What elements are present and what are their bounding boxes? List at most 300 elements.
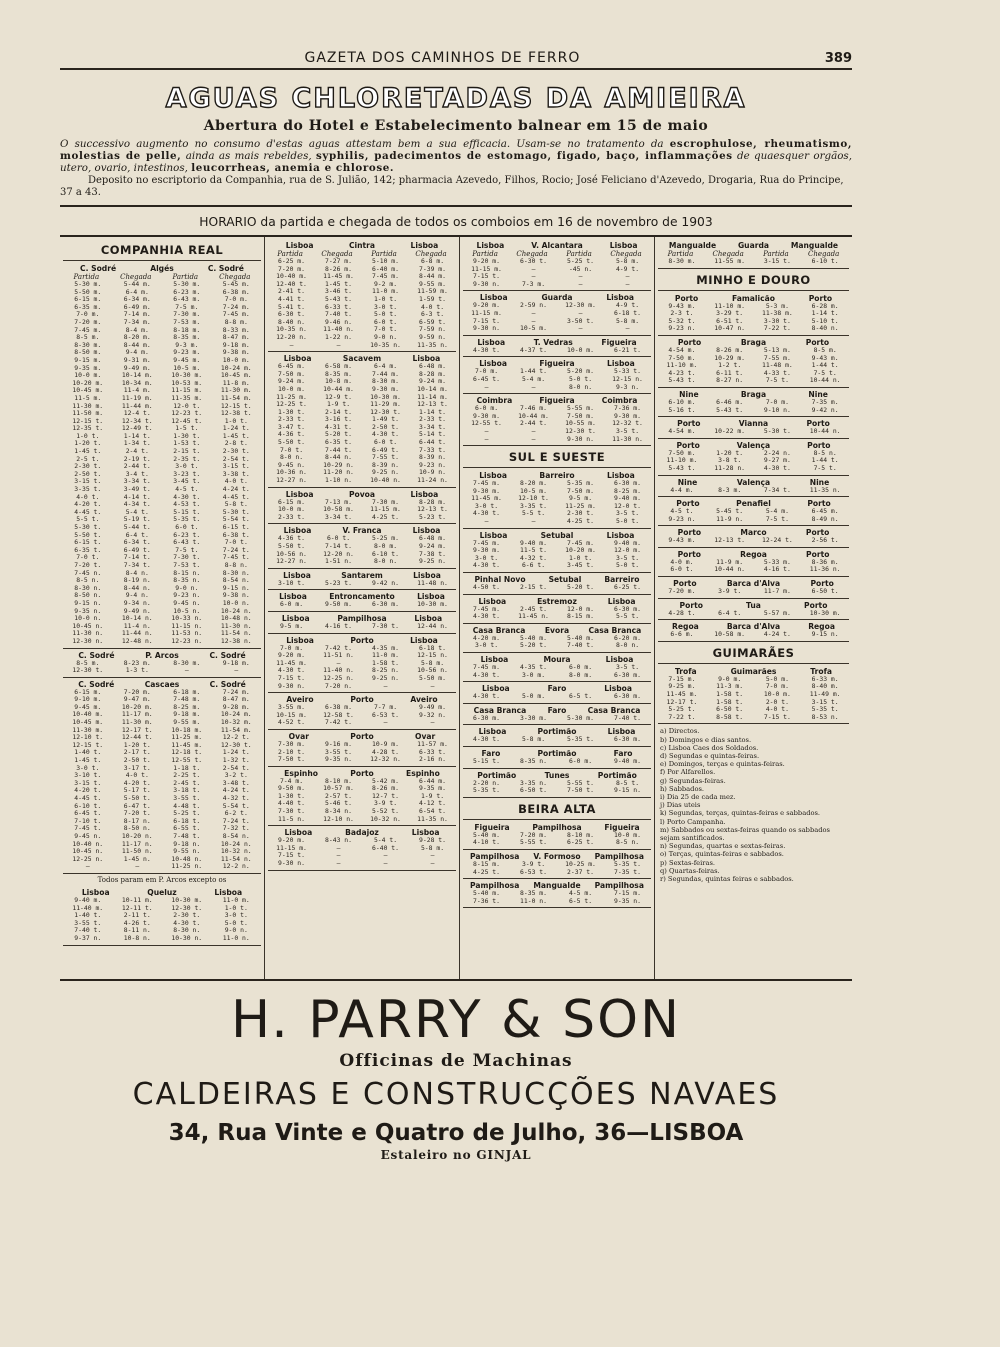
time-cell: 3-34 t. xyxy=(325,512,352,521)
time-cell: 9-38 n. xyxy=(222,591,250,600)
time-cell: 6-50 t. xyxy=(716,705,744,714)
time-cell: 6-48 m. xyxy=(419,362,446,371)
time-cell: 2-50 t. xyxy=(372,422,399,431)
time-cell: 11-57 m. xyxy=(417,739,448,748)
time-cell: 12-30 t. xyxy=(370,407,401,416)
time-cell: 9-49 m. xyxy=(419,703,446,712)
time-cell: 3-49 t. xyxy=(123,485,151,494)
time-cell: 8-8 n. xyxy=(224,560,248,569)
time-cell: 3-10 t. xyxy=(278,578,305,587)
time-cell: -45 n. xyxy=(568,264,593,273)
time-cell: 12-45 t. xyxy=(171,416,203,425)
time-cell: 4-45 t. xyxy=(74,507,102,516)
time-cell: 9-20 m. xyxy=(278,836,305,845)
time-cell: 11-54 n. xyxy=(220,854,252,863)
time-cell: 6-50 t. xyxy=(520,786,547,795)
time-cell: 1-40 t. xyxy=(74,911,102,920)
station-name: Espinho xyxy=(406,768,440,778)
time-cell: 5-4 t. xyxy=(373,836,398,845)
time-cell: 6-33 t. xyxy=(419,747,446,756)
parry-advertisement xyxy=(60,991,852,1162)
time-cell: 8-17 n. xyxy=(123,816,151,825)
time-cell: 4-45 t. xyxy=(222,492,250,501)
time-cell: 9-18 n. xyxy=(173,839,201,848)
time-cell: 11-40 n. xyxy=(323,325,354,334)
time-cell: 2-0 t. xyxy=(765,697,789,706)
time-cell: 6-18 t. xyxy=(614,308,641,317)
time-cell: 1-32 t. xyxy=(222,756,250,765)
station-name: Regoa xyxy=(672,622,699,632)
block-stations xyxy=(658,241,849,250)
time-cell: 1-24 t. xyxy=(222,748,250,757)
time-cell: 5-25 t. xyxy=(668,705,696,714)
time-cell: — xyxy=(430,851,435,860)
time-cell: 7-45 m. xyxy=(473,538,500,547)
time-cell: 3-0 t. xyxy=(474,641,499,650)
station-name: C. Sodré xyxy=(207,264,244,273)
time-cell: 10-14 n. xyxy=(121,614,153,623)
time-cell: 7-44 m. xyxy=(372,369,399,378)
time-cell: — xyxy=(578,308,583,317)
time-cell: 9-30 n. xyxy=(473,324,500,333)
time-cell: 2-3 t. xyxy=(670,309,694,318)
time-cell: 7-5 t. xyxy=(765,376,789,385)
station-name: Porto xyxy=(350,635,374,645)
time-cell: 6-59 t. xyxy=(419,317,446,326)
time-cell: 1-3 t. xyxy=(125,666,149,675)
time-cell: 10-55 m. xyxy=(565,419,596,428)
time-cell: 11-36 n. xyxy=(809,565,841,574)
time-cell: 10-35 n. xyxy=(276,325,307,334)
time-cell: 2-54 t. xyxy=(222,454,250,463)
section-sul-e-sueste: SUL E SUESTE xyxy=(463,446,651,468)
time-cell: 10-18 m. xyxy=(171,725,203,734)
timetable-block xyxy=(463,291,651,335)
time-cell: 9-27 m. xyxy=(763,456,791,465)
time-cell: 6-2 t. xyxy=(224,809,248,818)
time-cell: 7-53 t. xyxy=(173,560,201,569)
time-cell: 3-55 m. xyxy=(278,703,305,712)
time-cell: 8-27 n. xyxy=(716,376,744,385)
station-name: Pinhal Novo xyxy=(474,575,526,585)
time-cell: 11-30 n. xyxy=(220,621,252,630)
time-cell: 5-30 t. xyxy=(763,427,791,436)
time-cell: 7-15 t. xyxy=(278,851,305,860)
time-cell: 3-5 t. xyxy=(615,426,640,435)
time-cell: 10-44 n. xyxy=(714,565,746,574)
time-cell: 9-42 n. xyxy=(811,405,839,414)
time-cell: 6-0 t. xyxy=(373,317,398,326)
time-cell: 3-34 t. xyxy=(123,477,151,486)
time-cell: 6-0 t. xyxy=(175,523,199,531)
time-cell: 3-45 t. xyxy=(173,477,201,486)
time-cell: 4-30 t. xyxy=(473,612,500,621)
chegada-label: Chegada xyxy=(120,273,152,281)
block-stations xyxy=(268,241,456,250)
timetable-block xyxy=(463,682,651,704)
time-cell: 2-17 t. xyxy=(123,748,151,757)
time-cell: 8-47 m. xyxy=(222,333,250,342)
time-cell: 7-22 t. xyxy=(668,712,696,721)
time-cell: 1-34 t. xyxy=(123,439,151,448)
time-cell: 7-40 t. xyxy=(567,641,594,650)
time-cell: 1-0 t. xyxy=(224,416,248,425)
station-name: Pampilhosa xyxy=(470,881,520,891)
time-cell: 6-45 m. xyxy=(278,362,305,371)
time-cell: 9-35 m. xyxy=(74,363,102,372)
station-name: Figueira xyxy=(601,337,637,347)
time-cell: 8-33 m. xyxy=(222,325,250,334)
time-cell: 4-16 t. xyxy=(325,621,352,630)
time-cell: 5-46 t. xyxy=(325,799,352,808)
time-cell: — xyxy=(484,426,489,435)
time-cell: 9-40 m. xyxy=(520,538,547,547)
time-cell: 2-25 t. xyxy=(173,771,201,780)
time-cell: 11-30 m. xyxy=(72,401,104,410)
time-cell: 10-44 m. xyxy=(323,384,354,393)
time-cell: 5-25 t. xyxy=(173,809,201,818)
time-cell: 5-57 m. xyxy=(763,608,791,617)
time-cell: 11-30 n. xyxy=(612,434,643,443)
station-name: Lisboa xyxy=(607,359,635,369)
time-cell: 5-0 t. xyxy=(224,918,248,927)
time-cell: 9-30 m. xyxy=(473,546,500,555)
time-cell: 6-53 t. xyxy=(372,710,399,719)
time-cell: 11-4 n. xyxy=(123,621,151,630)
time-cell: 7-5 t. xyxy=(175,545,199,554)
station-name: Trofa xyxy=(810,666,833,676)
time-cell: 3-18 t. xyxy=(173,786,201,795)
station-name: Portimão xyxy=(537,727,577,737)
time-cell: 5-41 t. xyxy=(278,302,305,311)
station-name: Mangualde xyxy=(668,241,717,250)
station-name: Lisboa xyxy=(479,530,508,540)
time-cell: 6-35 m. xyxy=(74,302,102,311)
station-name: Porto xyxy=(807,440,831,450)
time-cell: 7-14 m. xyxy=(123,310,151,319)
time-cell: 3-0 t. xyxy=(224,911,248,920)
time-cell: 9-20 m. xyxy=(278,651,305,660)
time-cell: 3-30 t. xyxy=(763,316,791,325)
times-grid xyxy=(463,347,651,355)
time-cell: 12-15 n. xyxy=(612,374,643,383)
timetable-block xyxy=(658,388,849,417)
time-cell: 9-0 n. xyxy=(224,926,248,935)
time-cell: 9-45 n. xyxy=(278,460,305,469)
time-cell: 10-22 m. xyxy=(714,427,746,436)
time-cell: — xyxy=(383,859,388,868)
time-cell: — xyxy=(383,681,388,690)
time-cell: 7-42 t. xyxy=(325,718,352,727)
time-cell: 4-53 t. xyxy=(173,500,201,509)
time-cell: 2-41 t. xyxy=(278,287,305,296)
time-cell: 9-38 m. xyxy=(222,348,250,357)
divider xyxy=(60,205,852,207)
time-cell: 8-43 n. xyxy=(325,836,352,845)
time-cell: 6-44 m. xyxy=(419,776,446,785)
time-cell: 5-43 t. xyxy=(668,463,696,472)
timetable-block xyxy=(463,653,651,682)
time-cell: 10-30 m. xyxy=(809,608,841,617)
time-cell: 7-24 t. xyxy=(222,816,250,825)
time-cell: 5-30 t. xyxy=(222,507,250,516)
time-cell: 11-25 m. xyxy=(171,733,203,742)
time-cell: 8-10 m. xyxy=(567,830,594,839)
time-cell: 7-45 m. xyxy=(473,663,500,671)
time-cell: 4-0 t. xyxy=(76,492,100,501)
time-cell: 1-0 t. xyxy=(76,431,100,440)
timetable-column-1 xyxy=(60,237,265,979)
time-cell: 6-6 m. xyxy=(670,630,694,639)
time-cell: 5-16 t. xyxy=(668,405,696,414)
time-cell: 7-0 m. xyxy=(765,397,789,406)
time-cell: 9-55 m. xyxy=(419,279,446,288)
time-cell: 7-30 m. xyxy=(173,310,201,319)
station-name: Lisboa xyxy=(480,655,509,664)
time-cell: 9-49 m. xyxy=(123,363,151,372)
time-cell: 7-0 t. xyxy=(224,538,248,547)
time-cell: 8-28 m. xyxy=(419,369,446,378)
footnote: d) Segundas e quintas-feiras. xyxy=(660,752,760,761)
time-cell: 12-24 t. xyxy=(761,536,793,545)
section-beira-alta: BEIRA ALTA xyxy=(463,798,651,820)
station-name: Pampilhosa xyxy=(594,881,644,891)
time-cell: 11-51 n. xyxy=(323,651,354,660)
time-cell: 12-44 t. xyxy=(121,733,153,742)
station-name: Santarem xyxy=(341,570,383,580)
station-name: Tua xyxy=(746,600,761,610)
time-cell: 10-5 n. xyxy=(173,606,201,615)
time-cell: 3-50 t. xyxy=(567,316,594,325)
times-grid xyxy=(268,258,456,349)
aguas-text xyxy=(60,138,852,174)
station-name: Ovar xyxy=(415,731,436,741)
time-cell: 5-0 m. xyxy=(521,692,546,701)
time-cell: 12-55 t. xyxy=(471,419,502,428)
time-cell: 3-16 t. xyxy=(325,415,352,424)
timetable-block xyxy=(658,439,849,476)
station-name: Porto xyxy=(806,549,830,559)
timetable-block xyxy=(268,239,456,352)
time-cell: 1-58 t. xyxy=(716,690,744,699)
time-cell: 7-15 t. xyxy=(278,673,305,682)
station-name: Porto xyxy=(674,293,699,303)
time-cell: 4-36 t. xyxy=(278,430,305,439)
time-cell: 7-13 m. xyxy=(325,497,352,506)
time-cell: 8-20 m. xyxy=(520,479,547,488)
time-cell: 7-46 m. xyxy=(520,404,547,413)
time-cell: 5-50 m. xyxy=(74,287,102,296)
time-cell: 7-50 m. xyxy=(668,448,696,457)
time-cell: 8-26 m. xyxy=(372,784,399,793)
time-cell: 1-20 t. xyxy=(123,740,151,749)
time-cell: 2-33 t. xyxy=(278,512,305,521)
time-cell: 8-54 n. xyxy=(222,576,250,585)
time-cell: 12-7 t. xyxy=(372,791,399,800)
time-cell: 10-44 n. xyxy=(809,376,841,385)
time-cell: 4-25 t. xyxy=(567,517,594,526)
time-cell: 2-50 t. xyxy=(123,756,151,765)
time-cell: 1-30 t. xyxy=(173,431,201,440)
time-cell: 7-34 t. xyxy=(763,485,791,494)
station-name: Figueira xyxy=(604,822,640,832)
times-grid xyxy=(463,693,651,701)
time-cell: 7-42 t. xyxy=(325,643,352,652)
times-grid xyxy=(268,580,456,588)
time-cell: 10-33 n. xyxy=(171,614,203,623)
time-cell: 12-0 m. xyxy=(567,604,594,613)
time-cell: 6-53 t. xyxy=(520,867,547,876)
time-cell: 5-20 t. xyxy=(567,583,594,592)
times-grid xyxy=(658,399,849,414)
time-cell: 1-49 t. xyxy=(372,415,399,424)
time-cell: 3-15 t. xyxy=(74,778,102,787)
station-name: Braga xyxy=(740,389,767,399)
time-cell: 5-30 t. xyxy=(74,523,102,531)
time-cell: — xyxy=(234,666,239,675)
times-grid xyxy=(268,499,456,522)
time-cell: 11-15 m. xyxy=(370,505,401,514)
time-cell: 7-30 t. xyxy=(372,621,399,630)
time-cell: — xyxy=(578,324,583,333)
times-grid xyxy=(268,363,456,485)
time-cell: 5-0 m. xyxy=(765,674,789,683)
station-name: Figueira xyxy=(539,359,575,369)
time-cell: 1-9 t. xyxy=(326,400,351,409)
time-cell: 9-15 m. xyxy=(74,355,102,364)
timetable-block xyxy=(268,590,456,612)
time-cell: 9-15 n. xyxy=(614,786,641,795)
station-name: Lisboa xyxy=(214,887,243,897)
time-cell: 10-32 n. xyxy=(220,847,252,856)
time-cell: 11-3 m. xyxy=(716,682,744,691)
time-cell: 6-0 m. xyxy=(568,756,593,765)
time-cell: 5-54 t. xyxy=(222,801,250,810)
times-grid xyxy=(658,610,849,618)
time-cell: 4-14 t. xyxy=(123,492,151,501)
station-name: Setubal xyxy=(548,575,582,585)
times-grid xyxy=(463,861,651,876)
station-name: Porto xyxy=(350,768,374,778)
time-cell: 5-35 t. xyxy=(473,786,500,795)
footnote: e) Domingos, terças e quintas-feiras. xyxy=(660,760,785,769)
time-cell: 2-15 t. xyxy=(520,583,547,592)
time-cell: 8-5 n. xyxy=(615,838,640,847)
time-cell: 5-50 t. xyxy=(278,438,305,447)
time-cell: 1-0 t. xyxy=(373,294,398,303)
time-cell: 10-0 n. xyxy=(222,598,250,607)
time-cell: 10-20 m. xyxy=(121,702,153,711)
footnote: r) Segundas, quintas feiras e sabbados. xyxy=(660,875,794,884)
time-cell: 5-23 t. xyxy=(325,578,352,587)
station-name: Lisboa xyxy=(479,359,507,369)
time-cell: 6-45 t. xyxy=(473,374,500,383)
time-cell: 7-30 t. xyxy=(173,553,201,562)
time-cell: 11-30 m. xyxy=(121,718,153,727)
time-cell: 9-15 n. xyxy=(74,598,102,607)
times-grid xyxy=(658,450,849,473)
time-cell: — xyxy=(135,862,140,871)
time-cell: — xyxy=(484,382,489,391)
time-cell: 8-44 n. xyxy=(123,583,151,592)
time-cell: 7-45 t. xyxy=(74,824,102,833)
time-cell: 11-24 n. xyxy=(417,476,448,485)
time-cell: 4-32 t. xyxy=(222,794,250,802)
time-cell: 1-14 t. xyxy=(811,309,839,318)
time-cell: 9-30 m. xyxy=(473,486,500,495)
station-name: Porto xyxy=(805,528,830,538)
timetable-block xyxy=(463,821,651,850)
time-cell: 11-5 m. xyxy=(74,393,102,402)
time-cell: 12-13 t. xyxy=(714,536,746,545)
time-cell: 8-5 m. xyxy=(76,658,100,667)
time-cell: 11-38 m. xyxy=(761,309,793,318)
chegada-label: Chegada xyxy=(415,250,447,258)
time-cell: 7-14 t. xyxy=(325,542,352,550)
time-cell: 1-58 t. xyxy=(372,658,399,667)
time-cell: 9-50 m. xyxy=(278,784,305,793)
time-cell: 4-52 t. xyxy=(278,718,305,727)
time-cell: 10-15 m. xyxy=(276,710,307,719)
time-cell: 11-29 m. xyxy=(370,400,401,409)
time-cell: 6-49 m. xyxy=(123,302,151,311)
time-cell: 7-35 m. xyxy=(811,397,839,406)
times-grid xyxy=(268,741,456,764)
station-name: V. Franca xyxy=(342,526,382,536)
time-cell: 10-58 m. xyxy=(323,505,354,514)
time-cell: 10-20 n. xyxy=(121,831,153,840)
station-name: Mangualde xyxy=(533,881,581,891)
time-cell: 4-26 t. xyxy=(123,918,151,927)
time-cell: 7-7 m. xyxy=(373,703,398,712)
time-cell: 11-5 t. xyxy=(520,546,547,555)
station-name: Porto xyxy=(807,499,831,509)
timetable-block xyxy=(268,693,456,730)
time-cell: 5-15 t. xyxy=(473,756,500,765)
time-cell: 4-16 t. xyxy=(763,565,791,574)
time-cell: 2-20 n. xyxy=(473,778,500,787)
time-cell: 9-0 n. xyxy=(175,583,199,592)
time-cell: 12-11 t. xyxy=(121,903,153,912)
footnote: f) Por Alfarellos. xyxy=(660,768,716,777)
time-cell: 4-54 m. xyxy=(668,345,696,354)
time-cell: — xyxy=(625,272,630,281)
time-cell: 3-55 t. xyxy=(74,918,102,927)
time-cell: 8-39 n. xyxy=(372,460,399,469)
timetable-block xyxy=(463,747,651,769)
time-cell: 11-15 m. xyxy=(471,264,502,273)
time-cell: — xyxy=(531,434,536,443)
footnote: i) Dia 25 de cada mez. xyxy=(660,793,736,802)
time-cell: 11-25 m. xyxy=(276,392,307,401)
time-cell: 6-30 m. xyxy=(614,692,641,701)
time-cell: 1-44 t. xyxy=(811,456,839,465)
time-cell: 10-47 n. xyxy=(714,324,746,333)
time-cell: 12-32 n. xyxy=(370,755,401,764)
time-cell: 10-44 m. xyxy=(518,411,549,420)
times-grid xyxy=(63,689,261,871)
time-cell: 4-30 t. xyxy=(473,345,500,354)
station-name: Lisboa xyxy=(604,684,633,694)
time-cell: 5-20 t. xyxy=(325,430,352,439)
time-cell: 3-38 t. xyxy=(222,469,250,478)
station-name: C. Sodré xyxy=(78,650,115,660)
time-cell: 1-14 t. xyxy=(123,431,151,440)
time-cell: 3-8 t. xyxy=(718,456,742,465)
time-cell: — xyxy=(383,851,388,860)
time-cell: 2-16 n. xyxy=(419,755,446,764)
time-cell: 3-0 m. xyxy=(521,670,546,679)
